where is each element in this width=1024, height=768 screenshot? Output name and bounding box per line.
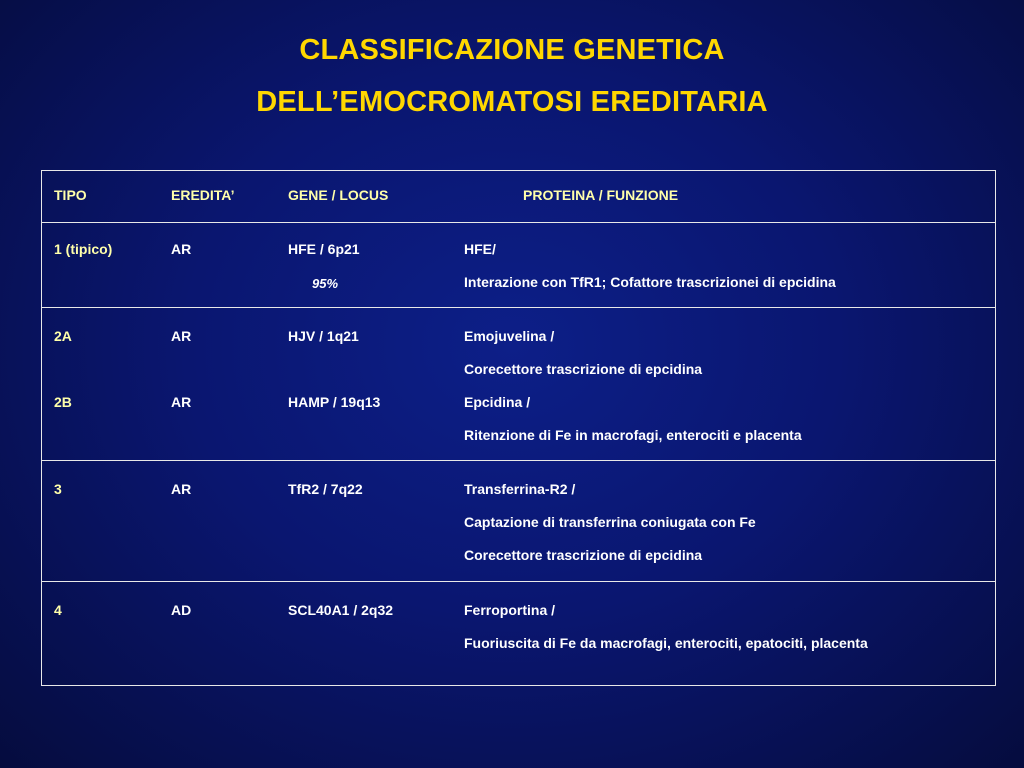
cell-gene-locus: TfR2 / 7q22 (288, 481, 363, 497)
cell-gene-frequency: 95% (312, 276, 339, 291)
header-tipo: TIPO (54, 187, 87, 203)
cell-gene-locus: HFE / 6p21 (288, 241, 360, 257)
cell-proteina-name: Ferroportina / (464, 602, 556, 618)
classification-table (41, 170, 996, 686)
cell-eredita: AD (171, 602, 192, 618)
row-divider (42, 460, 995, 461)
header-gene-locus: GENE / LOCUS (288, 187, 389, 203)
header-proteina-funzione: PROTEINA / FUNZIONE (523, 187, 679, 203)
cell-proteina-function: Interazione con TfR1; Cofattore trascrizionei di epcidina (464, 274, 836, 290)
cell-eredita: AR (171, 328, 192, 344)
cell-proteina-name: HFE/ (464, 241, 496, 257)
cell-tipo: 2B (54, 394, 72, 410)
row-divider (42, 581, 995, 582)
cell-proteina-function: Captazione di transferrina coniugata con Fe (464, 514, 756, 530)
cell-gene-locus: SCL40A1 / 2q32 (288, 602, 394, 618)
cell-gene-locus: HJV / 1q21 (288, 328, 359, 344)
cell-tipo: 3 (54, 481, 62, 497)
cell-tipo: 1 (tipico) (54, 241, 113, 257)
cell-proteina-name: Transferrina-R2 / (464, 481, 576, 497)
row-divider (42, 222, 995, 223)
row-divider (42, 307, 995, 308)
cell-proteina-function: Ritenzione di Fe in macrofagi, enterociti e placenta (464, 427, 802, 443)
cell-proteina-function-2: Corecettore trascrizione di epcidina (464, 547, 703, 563)
cell-eredita: AR (171, 241, 192, 257)
cell-tipo: 2A (54, 328, 72, 344)
cell-gene-locus: HAMP / 19q13 (288, 394, 381, 410)
cell-proteina-name: Epcidina / (464, 394, 531, 410)
cell-proteina-name: Emojuvelina / (464, 328, 555, 344)
header-eredita: EREDITA’ (171, 187, 235, 203)
slide-title-line-1: CLASSIFICAZIONE GENETICA (299, 34, 725, 66)
cell-proteina-function: Fuoriuscita di Fe da macrofagi, enterociti, epatociti, placenta (464, 635, 868, 651)
slide-title-line-2: DELL’EMOCROMATOSI EREDITARIA (256, 86, 768, 118)
cell-eredita: AR (171, 481, 192, 497)
cell-eredita: AR (171, 394, 192, 410)
cell-tipo: 4 (54, 602, 62, 618)
cell-proteina-function: Corecettore trascrizione di epcidina (464, 361, 703, 377)
